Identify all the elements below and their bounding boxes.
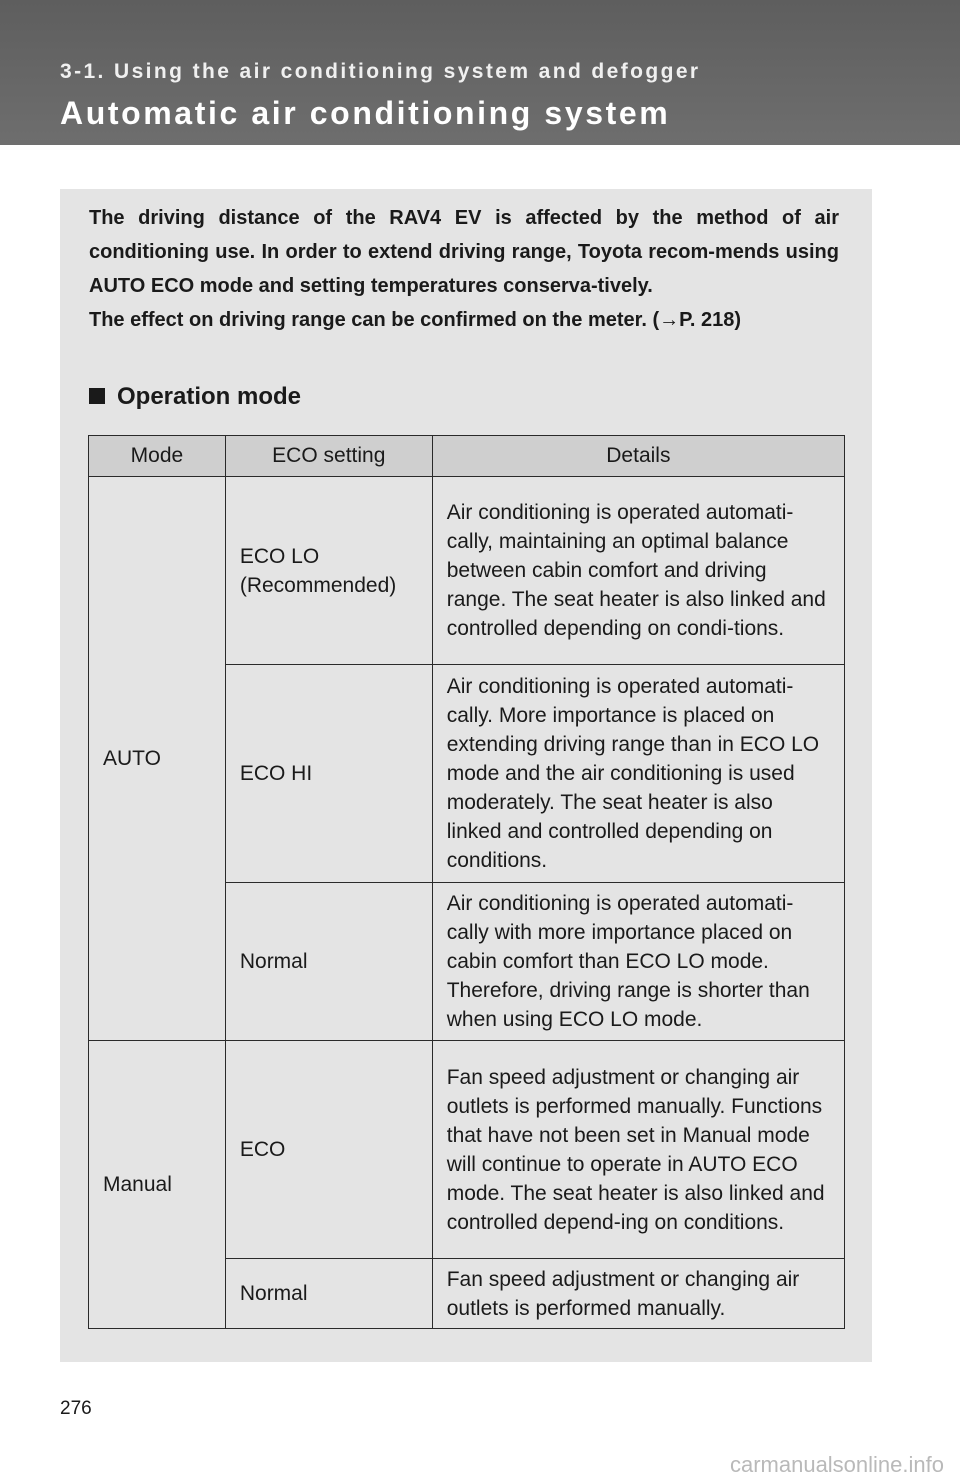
- table-row: [89, 477, 845, 665]
- eco-setting-cell: ECO: [225, 1041, 432, 1259]
- eco-setting-cell: ECO HI: [225, 665, 432, 883]
- section-title: Operation mode: [117, 383, 302, 410]
- mode-cell: Manual: [89, 1041, 226, 1329]
- column-header-mode: Mode: [89, 436, 226, 477]
- operation-mode-table: [88, 435, 845, 1329]
- table-header-row: [89, 436, 845, 477]
- details-cell: Air conditioning is operated automati-cally with more importance placed on cabin comfort than ECO LO mode. Therefore, driving range is shorter than when using ECO LO mode.: [432, 883, 844, 1041]
- table-row: [89, 1041, 845, 1259]
- eco-setting-cell: Normal: [225, 1259, 432, 1329]
- page-number: 276: [60, 1398, 92, 1419]
- watermark: carmanualsonline.info: [729, 1452, 944, 1477]
- mode-cell: AUTO: [89, 477, 226, 1041]
- details-cell: Air conditioning is operated automati-cally, maintaining an optimal balance between cabin comfort and driving range. The seat heater is also linked and controlled depending on condi-tions.: [432, 477, 844, 665]
- section-heading: [89, 383, 301, 411]
- intro-reference: The effect on driving range can be confirmed on the meter. (→P. 218): [89, 309, 742, 331]
- details-cell: Fan speed adjustment or changing air outlets is performed manually.: [432, 1259, 844, 1329]
- details-cell: Air conditioning is operated automati-cally. More importance is placed on extending driving range than in ECO LO mode and the air conditioning is used moderately. The seat heater is also linked and controlled depending on conditions.: [432, 665, 844, 883]
- details-cell: Fan speed adjustment or changing air outlets is performed manually. Functions that have not been set in Manual mode will continue to operate in AUTO ECO mode. The seat heater is also linked and controlled depend-ing on conditions.: [432, 1041, 844, 1259]
- eco-setting-cell: Normal: [225, 883, 432, 1041]
- eco-setting-cell: ECO LO (Recommended): [225, 477, 432, 665]
- intro-paragraph: The driving distance of the RAV4 EV is affected by the method of air conditioning use. In order to extend driving range, Toyota recom-mends using AUTO ECO mode and setting temperatures conserva-tively.: [89, 207, 839, 297]
- column-header-details: Details: [432, 436, 844, 477]
- section-label: 3-1. Using the air conditioning system and defogger: [60, 60, 701, 83]
- page-title: Automatic air conditioning system: [60, 95, 671, 131]
- column-header-eco-setting: ECO setting: [225, 436, 432, 477]
- square-bullet-icon: [89, 388, 105, 404]
- intro-text: [89, 201, 839, 337]
